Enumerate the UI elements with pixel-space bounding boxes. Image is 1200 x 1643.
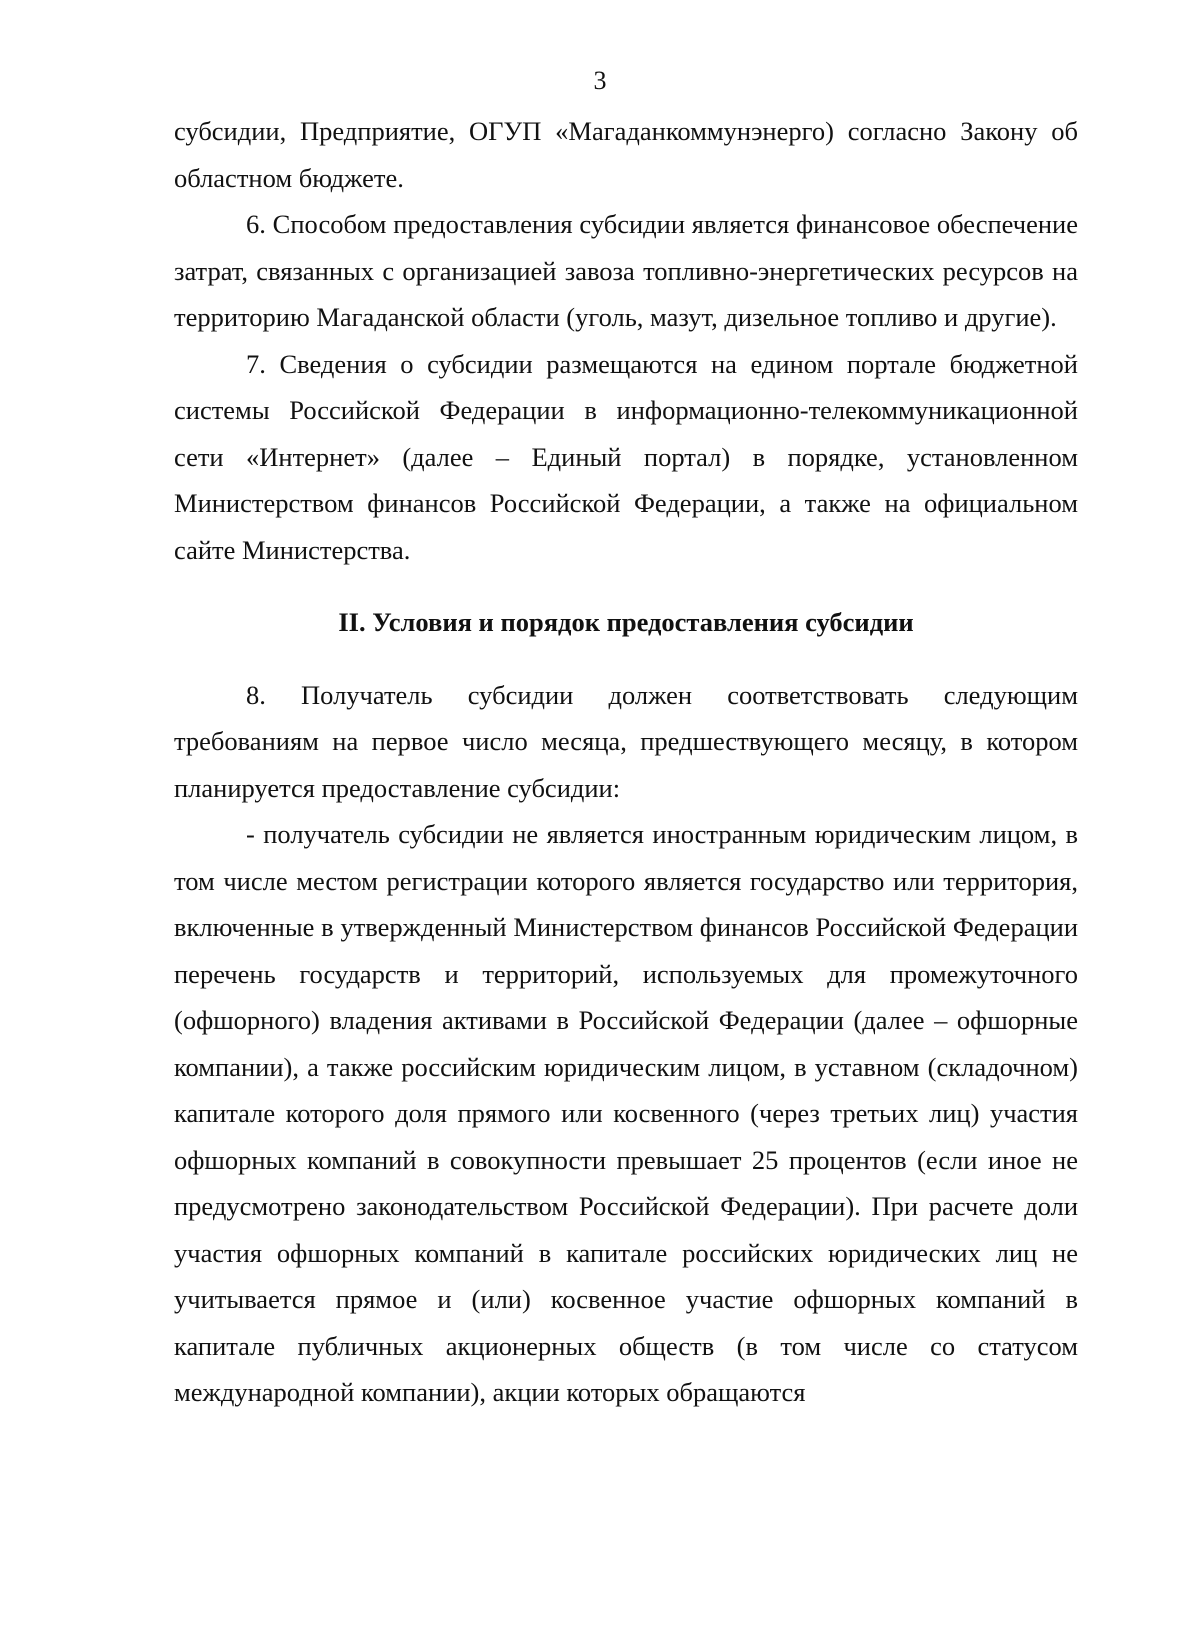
paragraph-8-item-1: - получатель субсидии не является иностранным юридическим лицом, в том числе местом регистрации которого является государство или территория, включенные в утвержденный Министерством финансов Российской Федерации перечень государств и территорий, используемых для промежуточного (офшорного) владения активами в Российской Федерации (далее – офшорные компании), а также российским юридическим лицом, в уставном (складочном) капитале которого доля прямого или косвенного (через третьих лиц) участия офшорных компаний в совокупности превышает 25 процентов (если иное не предусмотрено законодательством Российской Федерации). При расчете доли участия офшорных компаний в капитале российских юридических лиц не учитывается прямое и (или) косвенное участие офшорных компаний в капитале публичных акционерных обществ (в том числе со статусом международной компании), акции которых обращаются <box>174 819 1078 1407</box>
paragraph-8: 8. Получатель субсидии должен соответствовать следующим требованиям на первое число месяца, предшествующего месяцу, в котором планируется предоставление субсидии: <box>174 679 1078 803</box>
document-body <box>174 108 1078 1416</box>
paragraph-continuation: субсидии, Предприятие, ОГУП «Магаданкоммунэнерго) согласно Закону об областном бюджете. <box>174 116 1078 193</box>
page-number: 3 <box>593 66 607 95</box>
section-heading: II. Условия и порядок предоставления субсидии <box>338 607 914 637</box>
paragraph-6: 6. Способом предоставления субсидии является финансовое обеспечение затрат, связанных с организацией завоза топливно-энергетических ресурсов на территорию Магаданской области (уголь, мазут, дизельное топливо и другие). <box>174 209 1078 332</box>
paragraph-7: 7. Сведения о субсидии размещаются на едином портале бюджетной системы Российской Федерации в информационно-телекоммуникационной сети «Интернет» (далее – Единый портал) в порядке, установленном Министерством финансов Российской Федерации, а также на официальном сайте Министерства. <box>174 348 1078 565</box>
